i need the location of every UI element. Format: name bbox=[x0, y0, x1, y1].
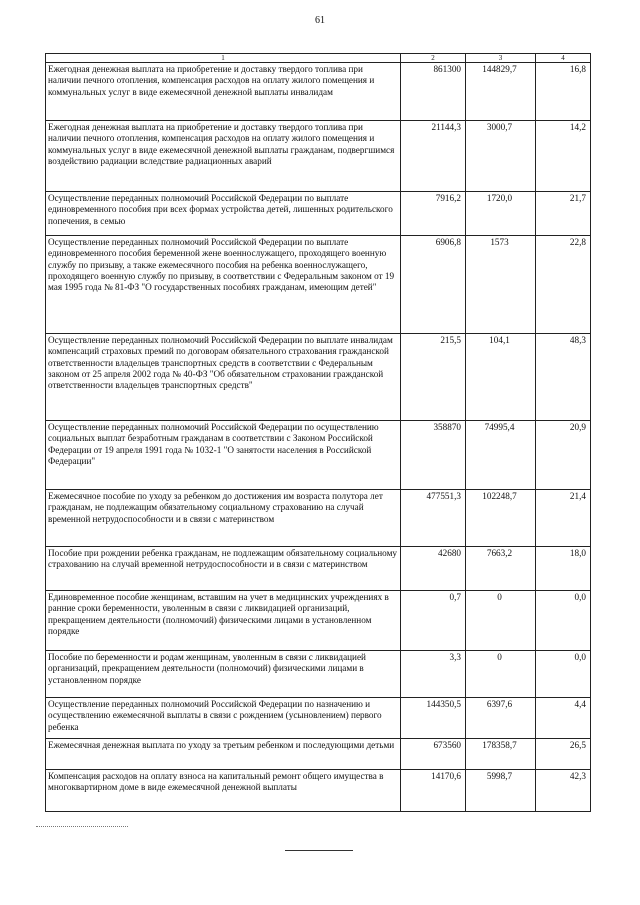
table-row bbox=[46, 698, 591, 739]
row-percent-value: 0,0 bbox=[536, 651, 591, 698]
row-description: Осуществление переданных полномочий Российской Федерации по выплате единовременного пособия беременной жене военнослужащего, проходящего военную службу по призыву, а также ежемесячного пособия на ребенка военнослужащего, проходящего военную службу по призыву, в соответствии с Федеральным законом от 19 мая 1995 года № 81-ФЗ "О государственных пособиях гражданам, имеющим детей" bbox=[46, 236, 401, 334]
row-percent-value: 21,4 bbox=[536, 490, 591, 547]
row-actual-value: 144829,7 bbox=[466, 63, 536, 121]
table-row bbox=[46, 192, 591, 236]
budget-table bbox=[45, 53, 591, 812]
row-description: Осуществление переданных полномочий Российской Федерации по осуществлению социальных выплат безработным гражданам в соответствии с Законом Российской Федерации от 19 апреля 1991 года № 1032-1 "О занятости населения в Российской Федерации" bbox=[46, 421, 401, 490]
table-row bbox=[46, 63, 591, 121]
row-plan-value: 144350,5 bbox=[401, 698, 466, 739]
row-description: Осуществление переданных полномочий Российской Федерации по выплате единовременного пособия при всех формах устройства детей, лишенных родительского попечения, в семью bbox=[46, 192, 401, 236]
row-percent-value: 42,3 bbox=[536, 770, 591, 812]
row-percent-value: 20,9 bbox=[536, 421, 591, 490]
row-plan-value: 673560 bbox=[401, 739, 466, 770]
column-header-1: 1 bbox=[46, 54, 401, 63]
row-description: Ежегодная денежная выплата на приобретение и доставку твердого топлива при наличии печного отопления, компенсация расходов на оплату жилого помещения и коммунальных услуг в виде ежемесячной денежной выплаты гражданам, подвергшимся воздействию радиации вследствие радиационных аварий bbox=[46, 121, 401, 192]
row-percent-value: 4,4 bbox=[536, 698, 591, 739]
row-percent-value: 18,0 bbox=[536, 547, 591, 591]
table-row bbox=[46, 591, 591, 651]
row-plan-value: 0,7 bbox=[401, 591, 466, 651]
row-description: Единовременное пособие женщинам, вставшим на учет в медицинских учреждениях в ранние сроки беременности, уволенным в связи с ликвидацией организаций, прекращением деятельности (полномочий) физическими лицами в установленном порядке bbox=[46, 591, 401, 651]
row-actual-value: 3000,7 bbox=[466, 121, 536, 192]
row-plan-value: 861300 bbox=[401, 63, 466, 121]
table-row bbox=[46, 547, 591, 591]
row-description: Ежемесячная денежная выплата по уходу за третьим ребенком и последующими детьми bbox=[46, 739, 401, 770]
row-percent-value: 26,5 bbox=[536, 739, 591, 770]
table-row bbox=[46, 421, 591, 490]
row-actual-value: 5998,7 bbox=[466, 770, 536, 812]
table-row bbox=[46, 739, 591, 770]
table-row bbox=[46, 121, 591, 192]
column-header-4: 4 bbox=[536, 54, 591, 63]
row-actual-value: 74995,4 bbox=[466, 421, 536, 490]
row-description: Компенсация расходов на оплату взноса на капитальный ремонт общего имущества в многоквартирном доме в виде ежемесячной денежной выплаты bbox=[46, 770, 401, 812]
table-row bbox=[46, 334, 591, 421]
row-percent-value: 21,7 bbox=[536, 192, 591, 236]
row-plan-value: 42680 bbox=[401, 547, 466, 591]
row-description: Ежемесячное пособие по уходу за ребенком до достижения им возраста полутора лет гражданам, не подлежащим обязательному социальному страхованию на случай временной нетрудоспособности и в связи с материнством bbox=[46, 490, 401, 547]
row-description: Пособие при рождении ребенка гражданам, не подлежащим обязательному социальному страхованию на случай временной нетрудоспособности и в связи с материнством bbox=[46, 547, 401, 591]
row-actual-value: 102248,7 bbox=[466, 490, 536, 547]
row-percent-value: 0,0 bbox=[536, 591, 591, 651]
column-header-3: 3 bbox=[466, 54, 536, 63]
row-plan-value: 477551,3 bbox=[401, 490, 466, 547]
column-header-2: 2 bbox=[401, 54, 466, 63]
row-plan-value: 14170,6 bbox=[401, 770, 466, 812]
row-description: Осуществление переданных полномочий Российской Федерации по выплате инвалидам компенсаций страховых премий по договорам обязательного страхования гражданской ответственности владельцев транспортных средств в соответствии с Федеральным законом от 25 апреля 2002 года № 40-ФЗ "Об обязательном страховании гражданской ответственности владельцев транспортных средств" bbox=[46, 334, 401, 421]
page-number: 61 bbox=[315, 15, 325, 26]
row-description: Осуществление переданных полномочий Российской Федерации по назначению и осуществлению ежемесячной выплаты в связи с рождением (усыновлением) первого ребенка bbox=[46, 698, 401, 739]
table-row bbox=[46, 770, 591, 812]
table-row bbox=[46, 651, 591, 698]
row-plan-value: 215,5 bbox=[401, 334, 466, 421]
row-plan-value: 6906,8 bbox=[401, 236, 466, 334]
row-actual-value: 1720,0 bbox=[466, 192, 536, 236]
row-actual-value: 104,1 bbox=[466, 334, 536, 421]
row-actual-value: 1573 bbox=[466, 236, 536, 334]
row-plan-value: 21144,3 bbox=[401, 121, 466, 192]
row-actual-value: 178358,7 bbox=[466, 739, 536, 770]
footer-rule bbox=[285, 850, 353, 851]
row-actual-value: 7663,2 bbox=[466, 547, 536, 591]
row-actual-value: 0 bbox=[466, 651, 536, 698]
row-description: Ежегодная денежная выплата на приобретение и доставку твердого топлива при наличии печного отопления, компенсация расходов на оплату жилого помещения и коммунальных услуг в виде ежемесячной денежной выплаты инвалидам bbox=[46, 63, 401, 121]
row-plan-value: 3,3 bbox=[401, 651, 466, 698]
scan-dotted-mark bbox=[36, 826, 128, 827]
row-percent-value: 22,8 bbox=[536, 236, 591, 334]
row-plan-value: 7916,2 bbox=[401, 192, 466, 236]
table-row bbox=[46, 490, 591, 547]
row-actual-value: 6397,6 bbox=[466, 698, 536, 739]
row-description: Пособие по беременности и родам женщинам, уволенным в связи с ликвидацией организаций, прекращением деятельности (полномочий) физическими лицами в установленном порядке bbox=[46, 651, 401, 698]
row-percent-value: 48,3 bbox=[536, 334, 591, 421]
row-actual-value: 0 bbox=[466, 591, 536, 651]
row-percent-value: 14,2 bbox=[536, 121, 591, 192]
table-row bbox=[46, 236, 591, 334]
row-plan-value: 358870 bbox=[401, 421, 466, 490]
row-percent-value: 16,8 bbox=[536, 63, 591, 121]
table-header-row bbox=[46, 54, 591, 63]
